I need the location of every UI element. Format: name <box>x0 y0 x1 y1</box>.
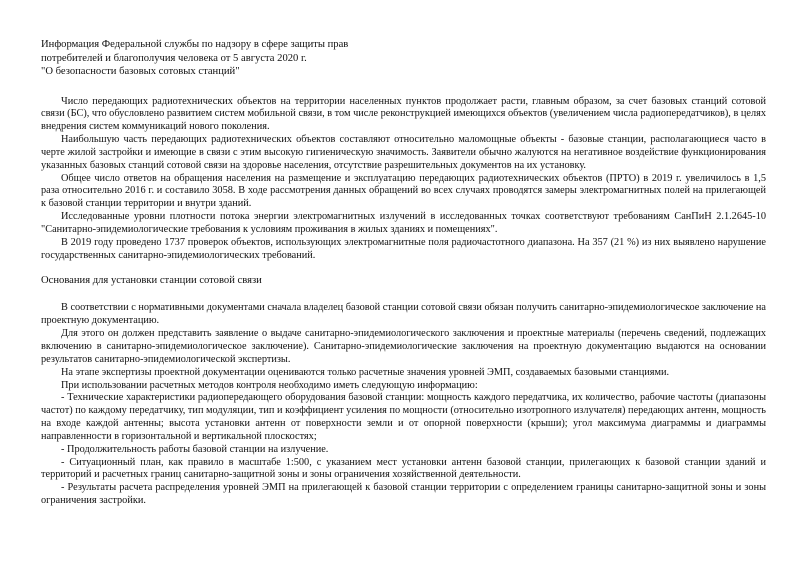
paragraph: В 2019 году проведено 1737 проверок объектов, использующих электромагнитные поля радиочастотного диапазона. На 357 (21 %) из них выявлено нарушение государственных санитарно-эпидемиологических требований. <box>41 236 766 261</box>
intro-section <box>41 96 766 263</box>
header-line-2: потребителей и благополучия человека от 5 августа 2020 г. <box>41 52 307 64</box>
list-item: - Ситуационный план, как правило в масштабе 1:500, с указанием мест установки антенн базовой станции, прилегающих к базовой станции зданий и территорий и расчетных границ санитарно-защитной зоны и зоны ограничения хозяйственной деятельности. <box>41 456 766 481</box>
section-title: Основания для установки станции сотовой связи <box>41 275 262 287</box>
document-page <box>41 38 766 508</box>
paragraph: Исследованные уровни плотности потока энергии электромагнитных излучений в исследованных точках соответствуют требованиям СанПиН 2.1.2645-10 "Санитарно-эпидемиологические требования к условиям проживания в жилых зданиях и помещениях". <box>41 211 766 235</box>
installation-section <box>41 302 766 508</box>
paragraph: Для этого он должен представить заявление о выдаче санитарно-эпидемиологического заключения и проектные материалы (перечень сведений, подлежащих включению в санитарно-эпидемиологическое заключение). Санитарно-эпидемиологические заключения на проектную документацию выдаются на основании результатов санитарно-эпидемиологической экспертизы. <box>41 328 766 365</box>
header-line-1: Информация Федеральной службы по надзору в сфере защиты прав <box>41 39 349 50</box>
paragraph: На этапе экспертизы проектной документации оцениваются только расчетные значения уровней ЭМП, создаваемых базовыми станциями. <box>61 366 670 378</box>
paragraph: При использовании расчетных методов контроля необходимо иметь следующую информацию: <box>61 379 478 391</box>
paragraph: Число передающих радиотехнических объектов на территории населенных пунктов продолжает расти, главным образом, за счет базовых станций сотовой связи (БС), что обусловлено развитием систем мобильной связи, в том числе реконструкцией имеющихся объектов (увеличением числа радиопередатчиков), в целях внедрения систем коммуникаций нового поколения. <box>41 95 766 133</box>
list-item: - Продолжительность работы базовой станции на излучение. <box>61 443 329 455</box>
paragraph: Общее число ответов на обращения населения на размещение и эксплуатацию передающих радиотехнических объектов (ПРТО) в 2019 г. увеличилось в 1,5 раза относительно 2016 г. и составило 3058. В ходе рассмотрения данных обращений во всех случаях проводятся замеры электромагнитных полей на прилегающей к базовой станции территории и внутри зданий. <box>41 172 766 210</box>
paragraph: В соответствии с нормативными документами сначала владелец базовой станции сотовой связи обязан получить санитарно-эпидемиологическое заключение на проектную документацию. <box>41 302 766 327</box>
header-line-3: "О безопасности базовых сотовых станций" <box>41 66 240 77</box>
list-item: - Результаты расчета распределения уровней ЭМП на прилегающей к базовой станции территории с определением границы санитарно-защитной зоны и зоны ограничения застройки. <box>41 482 766 507</box>
list-item: - Технические характеристики радиопередающего оборудования базовой станции: мощность каждого передатчика, их количество, рабочие частоты (диапазоны частот) по каждому передатчику, тип модуляции, тип и коэффициент усиления по мощности (относительно изотропного излучателя) передающих антенн, мощность на входе каждой антенны; высота установки антенн от поверхности земли и от опорной поверхности (крыши); угол максимума диаграммы и диаграммы направленности в горизонтальной и вертикальной плоскостях; <box>41 392 766 442</box>
paragraph: Наибольшую часть передающих радиотехнических объектов составляют относительно маломощные объекты - базовые станции, располагающиеся часто в черте жилой застройки и имеющие в связи с этим высокую гигиеническую значимость. Заявители обычно жалуются на негативное воздействие функционирования указанных базовых станций сотовой связи на здоровье населения, отсутствие разрешительных документов на их установку. <box>41 134 766 171</box>
document-header <box>41 38 766 79</box>
